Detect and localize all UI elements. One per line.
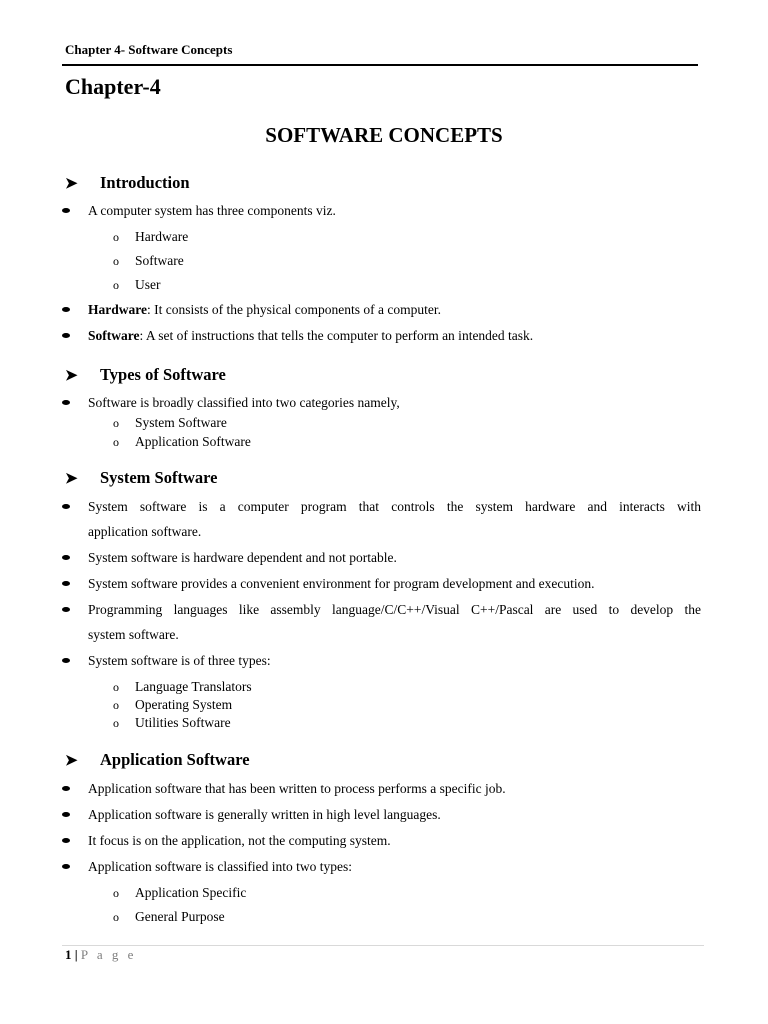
bullet-icon: [62, 581, 70, 586]
sub-list-item: o Operating System: [113, 697, 233, 712]
heading-types-of-software: ➤ Types of Software: [65, 365, 226, 384]
sub-list-item: o Software: [113, 253, 184, 268]
sub-list-item: o Application Specific: [113, 885, 247, 900]
footer-separator: |: [71, 947, 81, 962]
bullet-icon: [62, 208, 70, 213]
bullet-item: [62, 602, 88, 618]
bullet-icon: [62, 307, 70, 312]
bullet-text-line: Programming languages like assembly language/C/C++/Visual C++/Pascal are used to develop the: [88, 602, 701, 617]
bullet-item: Application software is generally written in high level languages.: [62, 807, 441, 823]
bullet-icon: [62, 864, 70, 869]
arrow-bullet-icon: ➤: [65, 176, 78, 192]
arrow-bullet-icon: ➤: [65, 368, 78, 384]
bullet-text-line: System software is a computer program that controls the system hardware and interacts with: [88, 499, 701, 514]
bullet-icon: [62, 555, 70, 560]
bullet-text-continuation: system software.: [88, 627, 179, 642]
bullet-icon: [62, 607, 70, 612]
sub-list-item: o General Purpose: [113, 909, 225, 924]
bullet-icon: [62, 812, 70, 817]
bullet-text-continuation: application software.: [88, 524, 202, 539]
heading-system-software: ➤ System Software: [65, 468, 218, 487]
bullet-item: Application software that has been written to process performs a specific job.: [62, 781, 506, 797]
bullet-icon: [62, 658, 70, 663]
bullet-item: System software provides a convenient environment for program development and execution.: [62, 576, 594, 592]
bullet-icon: [62, 400, 70, 405]
sub-list-item: o User: [113, 277, 161, 292]
sub-list-item: o Application Software: [113, 434, 251, 449]
bullet-item: [62, 499, 88, 515]
circle-bullet-icon: o: [113, 416, 119, 430]
bullet-item: System software is hardware dependent and not portable.: [62, 550, 397, 566]
bullet-item: Software is broadly classified into two categories namely,: [62, 395, 400, 411]
arrow-bullet-icon: ➤: [65, 753, 78, 769]
circle-bullet-icon: o: [113, 230, 119, 244]
bullet-item: It focus is on the application, not the computing system.: [62, 833, 391, 849]
sub-list-item: o Language Translators: [113, 679, 252, 694]
bullet-icon: [62, 838, 70, 843]
circle-bullet-icon: o: [113, 910, 119, 924]
header-rule: [62, 64, 698, 66]
page-footer: [65, 947, 136, 963]
circle-bullet-icon: o: [113, 435, 119, 449]
circle-bullet-icon: o: [113, 254, 119, 268]
sub-list-item: o Utilities Software: [113, 715, 231, 730]
bullet-item: Hardware: It consists of the physical components of a computer.: [62, 302, 441, 318]
chapter-label: Chapter-4: [65, 74, 161, 99]
page-number: 1: [65, 947, 72, 962]
footer-rule: [62, 945, 704, 946]
bullet-item: System software is of three types:: [62, 653, 271, 669]
circle-bullet-icon: o: [113, 716, 119, 730]
circle-bullet-icon: o: [113, 886, 119, 900]
running-header: Chapter 4- Software Concepts: [65, 42, 233, 57]
heading-introduction: ➤ Introduction: [65, 173, 190, 192]
sub-list-item: o System Software: [113, 415, 227, 430]
circle-bullet-icon: o: [113, 680, 119, 694]
bullet-item: A computer system has three components viz.: [62, 203, 336, 219]
bullet-icon: [62, 504, 70, 509]
page-title: SOFTWARE CONCEPTS: [265, 123, 503, 147]
arrow-bullet-icon: ➤: [65, 471, 78, 487]
circle-bullet-icon: o: [113, 278, 119, 292]
page-word: P a g e: [80, 947, 137, 962]
sub-list-item: o Hardware: [113, 229, 189, 244]
bullet-icon: [62, 786, 70, 791]
circle-bullet-icon: o: [113, 698, 119, 712]
bullet-item: Application software is classified into two types:: [62, 859, 352, 875]
bullet-item: Software: A set of instructions that tells the computer to perform an intended task.: [62, 328, 533, 344]
heading-application-software: ➤ Application Software: [65, 750, 250, 769]
bullet-icon: [62, 333, 70, 338]
